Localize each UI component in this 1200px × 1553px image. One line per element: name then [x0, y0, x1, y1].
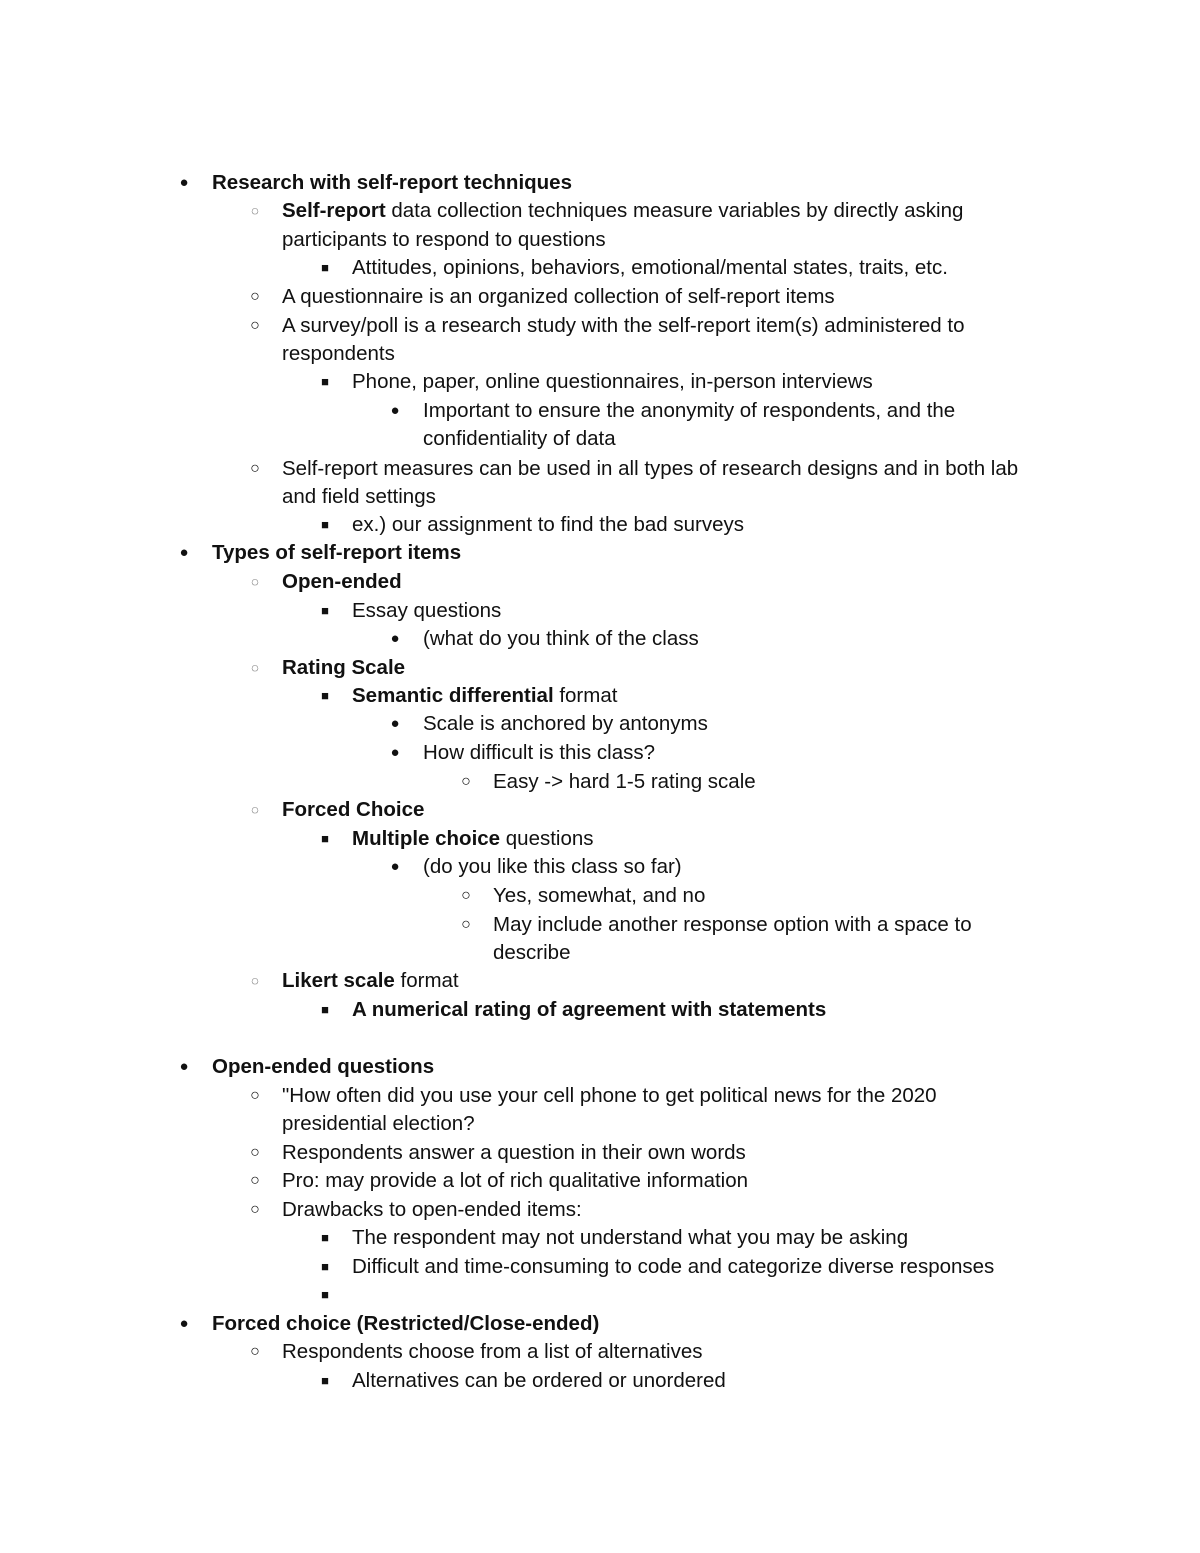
bold-term: Multiple choice [352, 827, 501, 850]
bullet-ring-icon: ○ [250, 1201, 260, 1218]
bullet-dot-icon: ● [390, 630, 400, 647]
bullet-ring-icon: ○ [250, 1172, 260, 1189]
bullet-dot-icon: ● [179, 174, 189, 191]
list-item: Open-ended [282, 570, 402, 593]
bullet-dotted-ring-icon: ◌ [251, 802, 259, 817]
sub-item: Phone, paper, online questionnaires, in-person interviews [352, 370, 873, 393]
sub-item [352, 825, 594, 854]
bullet-dotted-ring-icon: ◌ [251, 574, 259, 589]
section-heading: Research with self-report techniques [212, 171, 572, 194]
list-item: Respondents choose from a list of alternatives [282, 1340, 703, 1363]
item-continuation: describe [493, 941, 571, 964]
section-heading: Forced choice (Restricted/Close-ended) [212, 1312, 600, 1335]
bullet-ring-icon: ○ [250, 460, 260, 477]
sub-item: A numerical rating of agreement with statements [352, 998, 827, 1021]
list-item: Forced Choice [282, 798, 425, 821]
bullet-dot-icon: ● [179, 544, 189, 561]
bullet-square-icon: ■ [321, 688, 329, 703]
list-item: Pro: may provide a lot of rich qualitative information [282, 1169, 749, 1192]
sub-item: Difficult and time-consuming to code and categorize diverse responses [352, 1255, 995, 1278]
bold-term: Self-report [282, 199, 386, 222]
list-item: Drawbacks to open-ended items: [282, 1198, 582, 1221]
bullet-square-icon: ■ [321, 1373, 329, 1388]
bullet-ring-icon: ○ [250, 317, 260, 334]
bullet-square-icon: ■ [321, 1230, 329, 1245]
item-continuation: and field settings [282, 485, 436, 508]
bullet-dotted-ring-icon: ◌ [251, 973, 259, 988]
sub-sub-sub-item: May include another response option with a space to [493, 913, 972, 936]
item-continuation: confidentiality of data [423, 427, 616, 450]
sub-item: Attitudes, opinions, behaviors, emotional/mental states, traits, etc. [352, 256, 948, 279]
bullet-square-icon: ■ [321, 1002, 329, 1017]
bullet-dotted-ring-icon: ◌ [251, 660, 259, 675]
sub-item: The respondent may not understand what you may be asking [352, 1226, 909, 1249]
bullet-dot-icon: ● [390, 744, 400, 761]
list-item: Self-report measures can be used in all types of research designs and in both lab [282, 457, 1019, 480]
list-item: Respondents answer a question in their own words [282, 1141, 746, 1164]
bullet-square-icon: ■ [321, 1259, 329, 1274]
bullet-square-icon: ■ [321, 603, 329, 618]
bullet-dot-icon: ● [390, 402, 400, 419]
list-item: Rating Scale [282, 656, 406, 679]
sub-sub-item: Scale is anchored by antonyms [423, 712, 708, 735]
sub-sub-item: (do you like this class so far) [423, 855, 682, 878]
list-item: A questionnaire is an organized collection of self-report items [282, 285, 835, 308]
item-text: questions [500, 827, 594, 850]
item-continuation: respondents [282, 342, 395, 365]
bullet-ring-icon: ○ [250, 1087, 260, 1104]
bullet-dot-icon: ● [179, 1058, 189, 1075]
section-heading: Types of self-report items [212, 541, 462, 564]
sub-sub-sub-item: Easy -> hard 1-5 rating scale [493, 770, 756, 793]
bullet-ring-icon: ○ [461, 916, 471, 933]
section-heading: Open-ended questions [212, 1055, 435, 1078]
bullet-ring-icon: ○ [250, 288, 260, 305]
list-item [282, 197, 963, 226]
bold-term: Semantic differential [352, 684, 554, 707]
sub-sub-item: (what do you think of the class [423, 627, 699, 650]
item-text: format [553, 684, 618, 707]
sub-item: Alternatives can be ordered or unordered [352, 1369, 726, 1392]
bullet-square-icon: ■ [321, 831, 329, 846]
sub-sub-item: Important to ensure the anonymity of respondents, and the [423, 399, 956, 422]
bold-term: Likert scale [282, 969, 395, 992]
list-item: A survey/poll is a research study with the self-report item(s) administered to [282, 314, 965, 337]
bullet-square-icon: ■ [321, 517, 329, 532]
item-text: format [394, 969, 459, 992]
bullet-ring-icon: ○ [461, 773, 471, 790]
bullet-square-icon: ■ [321, 374, 329, 389]
bullet-square-icon: ■ [321, 260, 329, 275]
item-text: data collection techniques measure variables by directly asking [385, 199, 964, 222]
bullet-dot-icon: ● [179, 1315, 189, 1332]
sub-item: ex.) our assignment to find the bad surveys [352, 513, 744, 536]
bullet-ring-icon: ○ [461, 887, 471, 904]
bullet-dot-icon: ● [390, 715, 400, 732]
list-item [282, 967, 459, 996]
bullet-dotted-ring-icon: ◌ [251, 203, 259, 218]
bullet-ring-icon: ○ [250, 1343, 260, 1360]
bullet-dot-icon: ● [390, 858, 400, 875]
sub-item [352, 682, 617, 711]
sub-item: Essay questions [352, 599, 502, 622]
sub-sub-item: How difficult is this class? [423, 741, 656, 764]
item-continuation: presidential election? [282, 1112, 475, 1135]
item-continuation: participants to respond to questions [282, 228, 606, 251]
sub-sub-sub-item: Yes, somewhat, and no [493, 884, 706, 907]
bullet-ring-icon: ○ [250, 1144, 260, 1161]
list-item: "How often did you use your cell phone to get political news for the 2020 [282, 1084, 937, 1107]
bullet-square-icon: ■ [321, 1287, 329, 1302]
